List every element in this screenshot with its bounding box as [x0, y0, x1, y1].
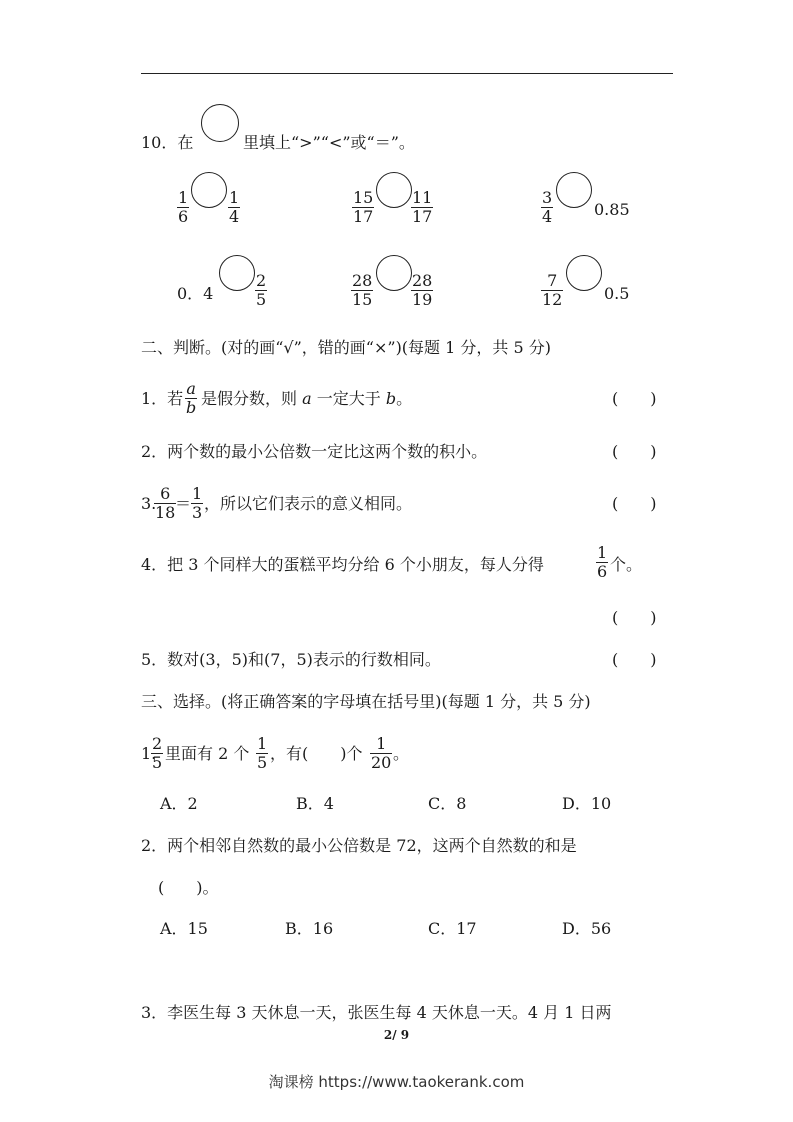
- s3-q2-option-c[interactable]: C．17: [428, 919, 477, 938]
- s3-q2-option-d[interactable]: D．56: [562, 919, 612, 938]
- s3-q2-answer-paren[interactable]: ( )。: [158, 878, 219, 897]
- s2-q2-answer-paren[interactable]: ( ): [612, 442, 657, 461]
- s2-q1-prefix: 1．若: [141, 389, 184, 408]
- s3-q1-option-b[interactable]: B．4: [296, 794, 334, 813]
- s2-q1-text: 是假分数，则 a 一定大于 b。: [201, 389, 413, 408]
- q10-item6-answer-circle[interactable]: [566, 255, 602, 291]
- q10-item3-answer-circle[interactable]: [556, 172, 592, 208]
- q10-item5-right-fraction: $\frac{28}{19}$: [412, 271, 433, 309]
- s2-q3-answer-paren[interactable]: ( ): [612, 494, 657, 513]
- page-number: 2/ 9: [383, 1028, 410, 1042]
- site-watermark[interactable]: 淘课榜 https://www.taokerank.com: [268, 1073, 525, 1091]
- q10-item6-left-fraction: $\frac{7}{12}$: [542, 271, 563, 309]
- s3-q1-fraction2: $\frac{1}{5}$: [257, 734, 268, 772]
- q10-item4-right-fraction: $\frac{2}{5}$: [256, 271, 267, 309]
- q10-item4-left-value: 0．4: [177, 284, 214, 303]
- q10-prefix: 10．在: [141, 133, 194, 152]
- q10-item4-answer-circle[interactable]: [219, 255, 255, 291]
- blank-circle-example: [201, 104, 239, 142]
- q10-item2-right-fraction: $\frac{11}{17}$: [412, 188, 433, 226]
- q10-item2-answer-circle[interactable]: [376, 172, 412, 208]
- header-rule: [141, 73, 673, 74]
- s2-q5-answer-paren[interactable]: ( ): [612, 650, 657, 669]
- s3-q1-mid2: ，有( )个: [270, 744, 363, 763]
- s2-q4-answer-paren[interactable]: ( ): [612, 608, 657, 627]
- section2-title: 二、判断。(对的画“√”，错的画“×”)(每题 1 分，共 5 分): [141, 338, 551, 357]
- q10-item1-answer-circle[interactable]: [191, 172, 227, 208]
- s3-q1-fraction3: $\frac{1}{20}$: [371, 734, 392, 772]
- s2-q4-suffix: 个。: [610, 555, 643, 574]
- q10-item6-right-value: 0.5: [604, 284, 630, 303]
- s2-q3-equals: ＝: [175, 494, 192, 513]
- s2-q3-fraction2: $\frac{1}{3}$: [192, 484, 203, 522]
- s2-q4-text: 4．把 3 个同样大的蛋糕平均分给 6 个小朋友，每人分得: [141, 555, 544, 574]
- q10-item2-left-fraction: $\frac{15}{17}$: [353, 188, 374, 226]
- q10-item5-answer-circle[interactable]: [376, 255, 412, 291]
- s2-q3-fraction1: $\frac{6}{18}$: [155, 484, 176, 522]
- q10-item5-left-fraction: $\frac{28}{15}$: [352, 271, 373, 309]
- s3-q1-option-a[interactable]: A．2: [160, 794, 198, 813]
- q10-item3-left-fraction: $\frac{3}{4}$: [542, 188, 553, 226]
- q10-item3-right-value: 0.85: [594, 200, 630, 219]
- s2-q3-text: ，所以它们表示的意义相同。: [204, 494, 413, 513]
- s3-q2-option-a[interactable]: A．15: [160, 919, 208, 938]
- s3-q1-prefix: 1.: [141, 744, 157, 763]
- s2-q1-answer-paren[interactable]: ( ): [612, 389, 657, 408]
- s3-q2-line1: 2．两个相邻自然数的最小公倍数是 72，这两个自然数的和是: [141, 836, 577, 855]
- q10-item1-right-fraction: $\frac{1}{4}$: [229, 188, 240, 226]
- s2-q5-text: 5．数对(3，5)和(7，5)表示的行数相同。: [141, 650, 441, 669]
- s2-q4-fraction: $\frac{1}{6}$: [597, 543, 608, 581]
- s2-q1-fraction: $\frac{a}{b}$: [186, 379, 197, 417]
- s3-q1-fraction1: $\frac{2}{5}$: [152, 734, 163, 772]
- section3-title: 三、选择。(将正确答案的字母填在括号里)(每题 1 分，共 5 分): [141, 692, 591, 711]
- q10-suffix: 里填上“>”“<”或“＝”。: [243, 133, 415, 152]
- s3-q1-suffix: 。: [393, 744, 410, 763]
- s2-q2-text: 2．两个数的最小公倍数一定比这两个数的积小。: [141, 442, 488, 461]
- s3-q2-option-b[interactable]: B．16: [285, 919, 334, 938]
- s3-q3-line1: 3．李医生每 3 天休息一天，张医生每 4 天休息一天。4 月 1 日两: [141, 1003, 612, 1022]
- s2-q3-prefix: 3.: [141, 494, 157, 513]
- s3-q1-mid1: 里面有 2 个: [165, 744, 250, 763]
- s3-q1-option-d[interactable]: D．10: [562, 794, 612, 813]
- s3-q1-option-c[interactable]: C．8: [428, 794, 467, 813]
- q10-item1-left-fraction: $\frac{1}{6}$: [178, 188, 189, 226]
